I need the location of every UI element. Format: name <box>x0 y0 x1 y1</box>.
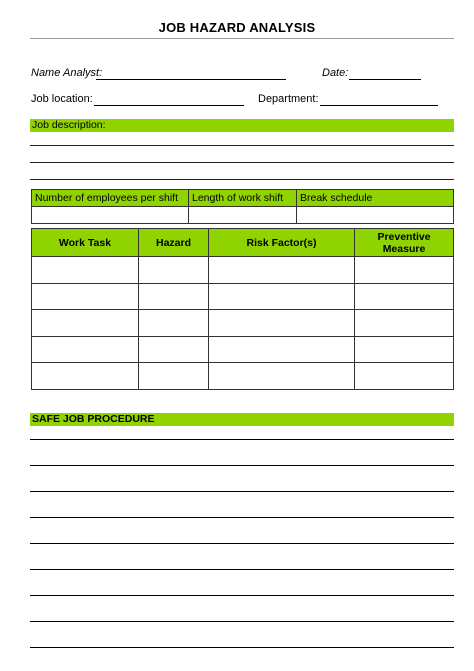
title-divider <box>30 38 454 39</box>
procedure-line[interactable] <box>30 491 454 492</box>
safe-job-procedure-label: SAFE JOB PROCEDURE <box>32 413 155 425</box>
procedure-line[interactable] <box>30 569 454 570</box>
procedure-line[interactable] <box>30 621 454 622</box>
hazard-table-header-row <box>32 229 454 257</box>
job-description-label: Job description: <box>32 119 106 131</box>
preventive-measure-header-text: Preventive Measure <box>377 230 431 255</box>
procedure-line[interactable] <box>30 465 454 466</box>
preventive-measure-cell[interactable] <box>355 283 454 310</box>
name-analyst-field[interactable] <box>96 79 286 80</box>
procedure-line[interactable] <box>30 647 454 648</box>
shift-table-header-row <box>32 190 454 207</box>
work-task-cell[interactable] <box>32 336 139 363</box>
employees-per-shift-cell[interactable] <box>32 207 189 224</box>
procedure-line[interactable] <box>30 439 454 440</box>
job-description-bar <box>30 119 454 132</box>
safe-job-procedure-bar <box>30 413 454 426</box>
preventive-measure-header <box>355 229 454 257</box>
break-schedule-header: Break schedule <box>297 190 454 207</box>
risk-factor-cell[interactable] <box>209 363 355 390</box>
hazard-header: Hazard <box>139 229 209 257</box>
job-description-line[interactable] <box>30 145 454 146</box>
date-label: Date: <box>322 67 349 79</box>
hazard-cell[interactable] <box>139 363 209 390</box>
procedure-line[interactable] <box>30 543 454 544</box>
hazard-cell[interactable] <box>139 283 209 310</box>
hazard-cell[interactable] <box>139 310 209 337</box>
employees-per-shift-header: Number of employees per shift <box>32 190 189 207</box>
preventive-measure-cell[interactable] <box>355 310 454 337</box>
length-of-shift-header: Length of work shift <box>189 190 297 207</box>
hazard-cell[interactable] <box>139 336 209 363</box>
table-row <box>32 310 454 337</box>
length-of-shift-cell[interactable] <box>189 207 297 224</box>
job-description-line[interactable] <box>30 162 454 163</box>
risk-factor-cell[interactable] <box>209 257 355 284</box>
name-analyst-label: Name Analyst: <box>31 67 103 79</box>
risk-factor-cell[interactable] <box>209 336 355 363</box>
table-row <box>32 283 454 310</box>
department-field[interactable] <box>320 105 438 106</box>
procedure-line[interactable] <box>30 517 454 518</box>
job-location-field[interactable] <box>94 105 244 106</box>
work-task-cell[interactable] <box>32 363 139 390</box>
hazard-table <box>31 228 454 390</box>
job-location-label: Job location: <box>31 93 93 105</box>
table-row <box>32 257 454 284</box>
hazard-cell[interactable] <box>139 257 209 284</box>
page-title: JOB HAZARD ANALYSIS <box>158 20 316 35</box>
preventive-measure-cell[interactable] <box>355 257 454 284</box>
break-schedule-cell[interactable] <box>297 207 454 224</box>
work-task-header: Work Task <box>32 229 139 257</box>
work-task-cell[interactable] <box>32 310 139 337</box>
shift-table <box>31 189 454 224</box>
shift-table-row <box>32 207 454 224</box>
risk-factor-cell[interactable] <box>209 283 355 310</box>
risk-factors-header: Risk Factor(s) <box>209 229 355 257</box>
preventive-measure-cell[interactable] <box>355 336 454 363</box>
procedure-line[interactable] <box>30 595 454 596</box>
risk-factor-cell[interactable] <box>209 310 355 337</box>
date-field[interactable] <box>349 79 421 80</box>
job-description-line[interactable] <box>30 179 454 180</box>
table-row <box>32 336 454 363</box>
work-task-cell[interactable] <box>32 283 139 310</box>
table-row <box>32 363 454 390</box>
department-label: Department: <box>258 93 319 105</box>
work-task-cell[interactable] <box>32 257 139 284</box>
preventive-measure-cell[interactable] <box>355 363 454 390</box>
